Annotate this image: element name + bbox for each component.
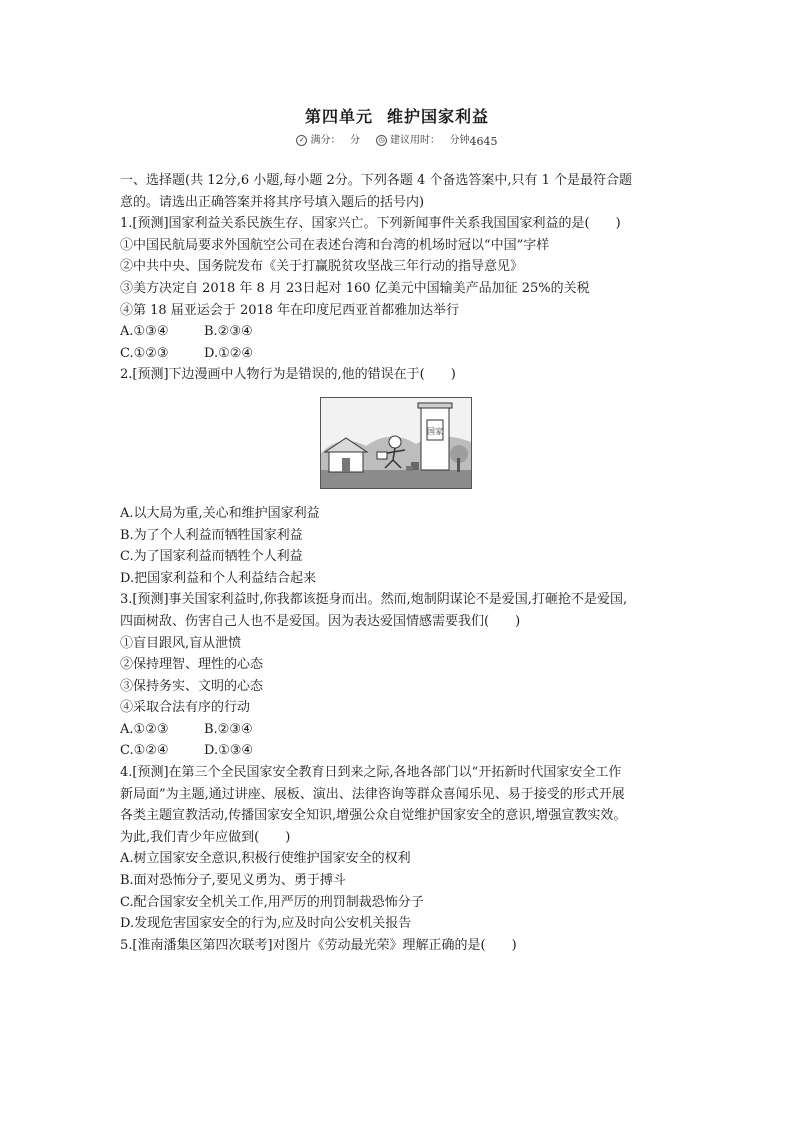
option-c[interactable]: C.①②④: [120, 743, 169, 759]
score-time-info: [0, 131, 794, 148]
question-2-option[interactable]: C.为了国家利益而牺牲个人利益: [120, 549, 303, 565]
question-4-option[interactable]: B.面对恐怖分子,要见义勇为、勇于搏斗: [120, 873, 346, 889]
question-4-option[interactable]: A.树立国家安全意识,积极行使维护国家安全的权利: [120, 851, 411, 867]
question-3-item: ①盲目跟风,盲从泄愤: [120, 635, 242, 651]
question-4-stem: 各类主题宣教活动,传播国家安全知识,增强公众自觉维护国家安全的意识,增强宣教实效。: [120, 808, 627, 824]
question-4-stem: 4.[预测]在第三个全民国家安全教育日到来之际,各地各部门以“开拓新时代国家安全工作: [120, 765, 622, 781]
question-4-stem: 为此,我们青少年应做到( ): [120, 829, 291, 845]
question-2-option[interactable]: B.为了个人利益而牺牲国家利益: [120, 527, 303, 543]
full-score-unit: 分: [350, 135, 360, 146]
question-1-stem: 1.[预测]国家利益关系民族生存、国家兴亡。下列新闻事件关系我国国家利益的是( ): [120, 216, 621, 232]
question-1-options: [120, 321, 680, 343]
option-a[interactable]: A.①③④: [120, 324, 169, 340]
full-score-label: 满分：: [310, 135, 341, 146]
option-c[interactable]: C.①②③: [120, 345, 169, 361]
question-1-item: ①中国民航局要求外国航空公司在表述台湾和台湾的机场时冠以“中国”字样: [120, 237, 550, 253]
section-intro-line: 意的。请选出正确答案并将其序号填入题后的括号内): [120, 194, 425, 210]
question-2-option[interactable]: D.把国家利益和个人利益结合起来: [120, 570, 317, 586]
question-3-item: ③保持务实、文明的心态: [120, 678, 264, 694]
clock-icon: ◷: [376, 135, 387, 146]
cartoon-sign-text: 国家: [427, 426, 443, 436]
time-label: 建议用时：: [390, 135, 440, 146]
time-unit: 分钟: [449, 135, 470, 146]
question-3-item: ④采取合法有序的行动: [120, 700, 251, 716]
question-4-stem: 新局面”为主题,通过讲座、展板、演出、法律咨询等群众喜闻乐见、易于接受的形式开展: [120, 786, 625, 802]
option-d[interactable]: D.①②④: [204, 345, 254, 361]
question-2-option[interactable]: A.以大局为重,关心和维护国家利益: [120, 505, 320, 521]
question-3-options: [120, 740, 680, 762]
question-3-options: [120, 719, 680, 741]
question-1-item: ②中共中央、国务院发布《关于打赢脱贫攻坚战三年行动的指导意见》: [120, 259, 524, 275]
cartoon-image: [320, 397, 472, 489]
time-suffix: 4645: [469, 135, 498, 148]
option-b[interactable]: B.②③④: [204, 324, 253, 340]
page-title: [0, 104, 794, 127]
check-circle-icon: ✓: [296, 135, 307, 146]
question-3-item: ②保持理智、理性的心态: [120, 657, 264, 673]
question-2-stem: 2.[预测]下边漫画中人物行为是错误的,他的错误在于( ): [120, 367, 456, 383]
option-b[interactable]: B.②③④: [204, 721, 253, 737]
question-1-item: ③美方决定自 2018 年 8 月 23日起对 160 亿美元中国输美产品加征 25%的关税: [120, 280, 590, 296]
option-a[interactable]: A.①②③: [120, 721, 169, 737]
title-unit: 第四单元: [304, 107, 373, 126]
question-1-options: [120, 343, 680, 365]
option-d[interactable]: D.①③④: [204, 743, 254, 759]
question-1-item: ④第 18 届亚运会于 2018 年在印度尼西亚首都雅加达举行: [120, 302, 460, 318]
question-4-option[interactable]: C.配合国家安全机关工作,用严厉的刑罚制裁恐怖分子: [120, 894, 424, 910]
question-3-stem: 四面树敌、伤害自己人也不是爱国。因为表达爱国情感需要我们( ): [120, 613, 521, 629]
question-5-stem: 5.[淮南潘集区第四次联考]对图片《劳动最光荣》理解正确的是( ): [120, 937, 517, 953]
question-3-stem: 3.[预测]事关国家利益时,你我都该挺身而出。然而,炮制阴谋论不是爱国,打砸抢不是爱国,: [120, 592, 628, 608]
title-topic: 维护国家利益: [387, 107, 490, 126]
section-intro-line: 一、选择题(共 12分,6 小题,每小题 2分。下列各题 4 个备选答案中,只有 1 个是最符合题: [120, 173, 633, 188]
question-4-option[interactable]: D.发现危害国家安全的行为,应及时向公安机关报告: [120, 916, 412, 932]
question-content: [120, 170, 680, 956]
